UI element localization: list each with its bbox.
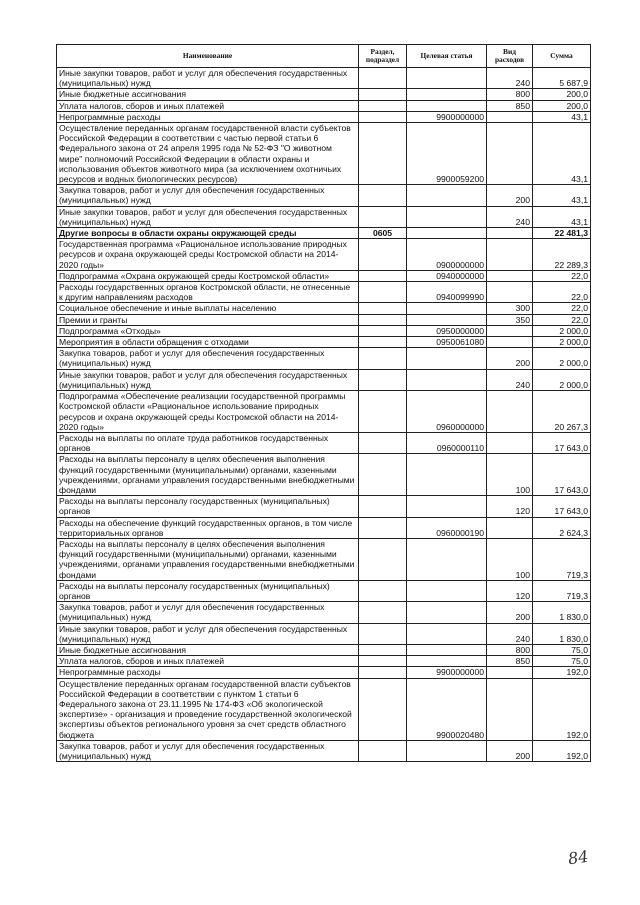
table-row <box>57 325 591 336</box>
cell-section <box>359 270 407 281</box>
cell-name: Расходы на выплаты персоналу в целях обеспечения выполнения функций государственными (муниципальными) органами, казенными учреждениями, органами управления государственными внебюджетными фондами <box>57 538 359 580</box>
cell-type: 120 <box>487 496 533 517</box>
cell-section <box>359 667 407 678</box>
cell-article <box>407 740 487 761</box>
cell-section <box>359 602 407 623</box>
cell-sum: 2 000,0 <box>533 348 591 369</box>
cell-type <box>487 239 533 271</box>
cell-name: Другие вопросы в области охраны окружающей среды <box>57 228 359 239</box>
table-row <box>57 314 591 325</box>
table-row <box>57 496 591 517</box>
cell-section <box>359 89 407 100</box>
cell-name: Осуществление переданных органам государственной власти субъектов Российской Федерации в соответствии с пунктом 1 статьи 6 Федерального закона от 23.11.1995 № 174-ФЗ «Об экологической экспертизе» - организация и проведение государственной экологической экспертизы объектов регионального уровня за счет средств областного бюджета <box>57 678 359 740</box>
cell-section <box>359 314 407 325</box>
cell-sum: 200,0 <box>533 89 591 100</box>
table-row <box>57 369 591 390</box>
cell-name: Расходы на выплаты персоналу государственных (муниципальных) органов <box>57 580 359 601</box>
cell-type: 850 <box>487 100 533 111</box>
table-row <box>57 303 591 314</box>
cell-name: Закупка товаров, работ и услуг для обеспечения государственных (муниципальных) нужд <box>57 348 359 369</box>
cell-article: 0960000000 <box>407 391 487 433</box>
cell-section <box>359 678 407 740</box>
cell-type <box>487 325 533 336</box>
cell-name: Закупка товаров, работ и услуг для обеспечения государственных (муниципальных) нужд <box>57 602 359 623</box>
cell-article: 9900000000 <box>407 667 487 678</box>
cell-name: Социальное обеспечение и иные выплаты населению <box>57 303 359 314</box>
cell-type <box>487 228 533 239</box>
cell-name: Иные бюджетные ассигнования <box>57 644 359 655</box>
cell-type: 800 <box>487 89 533 100</box>
cell-type <box>487 282 533 303</box>
cell-section <box>359 206 407 227</box>
cell-section <box>359 123 407 185</box>
cell-article: 0940000000 <box>407 270 487 281</box>
cell-article <box>407 68 487 89</box>
cell-type: 350 <box>487 314 533 325</box>
cell-type <box>487 337 533 348</box>
cell-sum: 75,0 <box>533 644 591 655</box>
cell-article <box>407 206 487 227</box>
table-row <box>57 228 591 239</box>
cell-name: Расходы на обеспечение функций государственных органов, в том числе территориальных органов <box>57 517 359 538</box>
cell-section <box>359 111 407 122</box>
cell-sum: 20 267,3 <box>533 391 591 433</box>
cell-section <box>359 580 407 601</box>
cell-name: Закупка товаров, работ и услуг для обеспечения государственных (муниципальных) нужд <box>57 740 359 761</box>
cell-name: Иные закупки товаров, работ и услуг для обеспечения государственных (муниципальных) нужд <box>57 206 359 227</box>
table-row <box>57 270 591 281</box>
header-type: Вид расходов <box>487 45 533 68</box>
cell-sum: 192,0 <box>533 678 591 740</box>
cell-sum: 2 000,0 <box>533 337 591 348</box>
cell-section <box>359 391 407 433</box>
table-row <box>57 432 591 453</box>
cell-name: Подпрограмма «Отходы» <box>57 325 359 336</box>
cell-type <box>487 111 533 122</box>
cell-article <box>407 303 487 314</box>
cell-sum: 22 481,3 <box>533 228 591 239</box>
cell-sum: 1 830,0 <box>533 623 591 644</box>
cell-name: Закупка товаров, работ и услуг для обеспечения государственных (муниципальных) нужд <box>57 185 359 206</box>
cell-name: Подпрограмма «Охрана окружающей среды Костромской области» <box>57 270 359 281</box>
cell-section <box>359 282 407 303</box>
cell-name: Иные закупки товаров, работ и услуг для обеспечения государственных (муниципальных) нужд <box>57 623 359 644</box>
table-row <box>57 740 591 761</box>
cell-article <box>407 496 487 517</box>
cell-type <box>487 123 533 185</box>
table-header-row <box>57 45 591 68</box>
header-article: Целевая статья <box>407 45 487 68</box>
cell-article <box>407 623 487 644</box>
cell-sum: 75,0 <box>533 656 591 667</box>
cell-section <box>359 656 407 667</box>
table-row <box>57 337 591 348</box>
cell-name: Непрограммные расходы <box>57 111 359 122</box>
cell-type: 240 <box>487 623 533 644</box>
cell-name: Иные закупки товаров, работ и услуг для обеспечения государственных (муниципальных) нужд <box>57 68 359 89</box>
cell-article <box>407 185 487 206</box>
cell-type: 100 <box>487 538 533 580</box>
cell-type: 200 <box>487 602 533 623</box>
cell-section <box>359 496 407 517</box>
cell-article: 0950061080 <box>407 337 487 348</box>
cell-article: 0940099990 <box>407 282 487 303</box>
cell-type <box>487 391 533 433</box>
cell-type: 240 <box>487 68 533 89</box>
table-row <box>57 580 591 601</box>
budget-page <box>56 44 590 762</box>
table-row <box>57 602 591 623</box>
cell-sum: 43,1 <box>533 185 591 206</box>
cell-name: Государственная программа «Рациональное использование природных ресурсов и охрана окружающей среды Костромской области на 2014-2020 годы» <box>57 239 359 271</box>
cell-type: 850 <box>487 656 533 667</box>
cell-type <box>487 517 533 538</box>
cell-sum: 22,0 <box>533 303 591 314</box>
cell-sum: 17 643,0 <box>533 454 591 496</box>
table-row <box>57 185 591 206</box>
cell-article: 9900059200 <box>407 123 487 185</box>
table-row <box>57 68 591 89</box>
cell-sum: 200,0 <box>533 100 591 111</box>
cell-name: Осуществление переданных органам государственной власти субъектов Российской Федерации в соответствии с частью первой статьи 6 Федерального закона от 24 апреля 1995 года № 52-ФЗ "О животном мире" полномочий Российской Федерации в области охраны и использования объектов животного мира (за исключением охотничьих ресурсов и водных биологических ресурсов) <box>57 123 359 185</box>
cell-section <box>359 538 407 580</box>
cell-section <box>359 239 407 271</box>
cell-section <box>359 432 407 453</box>
table-row <box>57 517 591 538</box>
cell-section <box>359 517 407 538</box>
cell-article: 0900000000 <box>407 239 487 271</box>
table-row <box>57 89 591 100</box>
cell-name: Иные бюджетные ассигнования <box>57 89 359 100</box>
cell-article <box>407 228 487 239</box>
cell-name: Иные закупки товаров, работ и услуг для обеспечения государственных (муниципальных) нужд <box>57 369 359 390</box>
cell-name: Расходы на выплаты персоналу в целях обеспечения выполнения функций государственными (муниципальными) органами, казенными учреждениями, органами управления государственными внебюджетными фондами <box>57 454 359 496</box>
cell-type: 240 <box>487 369 533 390</box>
cell-sum: 22 289,3 <box>533 239 591 271</box>
cell-section <box>359 644 407 655</box>
table-row <box>57 123 591 185</box>
cell-sum: 2 000,0 <box>533 325 591 336</box>
cell-sum: 2 624,3 <box>533 517 591 538</box>
cell-type <box>487 678 533 740</box>
cell-sum: 43,1 <box>533 206 591 227</box>
table-row <box>57 348 591 369</box>
cell-article <box>407 89 487 100</box>
cell-name: Премии и гранты <box>57 314 359 325</box>
cell-sum: 1 830,0 <box>533 602 591 623</box>
cell-section <box>359 303 407 314</box>
cell-name: Расходы государственных органов Костромской области, не отнесенные к другим направлениям расходов <box>57 282 359 303</box>
table-row <box>57 282 591 303</box>
budget-table <box>56 44 591 762</box>
header-name: Наименование <box>57 45 359 68</box>
table-body <box>57 68 591 762</box>
cell-article <box>407 454 487 496</box>
cell-name: Уплата налогов, сборов и иных платежей <box>57 656 359 667</box>
cell-type: 100 <box>487 454 533 496</box>
cell-article <box>407 644 487 655</box>
cell-section <box>359 100 407 111</box>
cell-type: 240 <box>487 206 533 227</box>
table-row <box>57 644 591 655</box>
cell-section: 0605 <box>359 228 407 239</box>
cell-article <box>407 602 487 623</box>
header-sum: Сумма <box>533 45 591 68</box>
cell-section <box>359 337 407 348</box>
cell-type: 200 <box>487 348 533 369</box>
cell-section <box>359 348 407 369</box>
cell-name: Непрограммные расходы <box>57 667 359 678</box>
cell-article <box>407 348 487 369</box>
cell-article <box>407 314 487 325</box>
table-row <box>57 656 591 667</box>
cell-type: 120 <box>487 580 533 601</box>
table-row <box>57 667 591 678</box>
cell-sum: 17 643,0 <box>533 432 591 453</box>
cell-sum: 22,0 <box>533 270 591 281</box>
table-row <box>57 623 591 644</box>
cell-section <box>359 68 407 89</box>
cell-name: Расходы на выплаты персоналу государственных (муниципальных) органов <box>57 496 359 517</box>
cell-section <box>359 325 407 336</box>
cell-name: Мероприятия в области обращения с отходами <box>57 337 359 348</box>
cell-sum: 719,3 <box>533 580 591 601</box>
table-row <box>57 239 591 271</box>
cell-article: 0960000110 <box>407 432 487 453</box>
cell-name: Расходы на выплаты по оплате труда работников государственных органов <box>57 432 359 453</box>
table-row <box>57 100 591 111</box>
cell-sum: 192,0 <box>533 667 591 678</box>
cell-sum: 2 000,0 <box>533 369 591 390</box>
table-row <box>57 454 591 496</box>
header-section: Раздел, подраздел <box>359 45 407 68</box>
cell-article <box>407 656 487 667</box>
cell-name: Подпрограмма «Обеспечение реализации государственной программы Костромской области «Рациональное использование природных ресурсов и охрана окружающей среды Костромской области на 2014-2020 годы» <box>57 391 359 433</box>
cell-section <box>359 740 407 761</box>
cell-sum: 22,0 <box>533 282 591 303</box>
table-row <box>57 206 591 227</box>
cell-name: Уплата налогов, сборов и иных платежей <box>57 100 359 111</box>
page-number-handwritten: 84 <box>566 846 590 869</box>
cell-article: 0950000000 <box>407 325 487 336</box>
cell-type: 300 <box>487 303 533 314</box>
cell-section <box>359 185 407 206</box>
cell-type: 200 <box>487 185 533 206</box>
cell-sum: 17 643,0 <box>533 496 591 517</box>
cell-type <box>487 432 533 453</box>
cell-type: 800 <box>487 644 533 655</box>
cell-sum: 5 687,9 <box>533 68 591 89</box>
cell-article <box>407 538 487 580</box>
cell-type <box>487 667 533 678</box>
cell-article: 9900000000 <box>407 111 487 122</box>
cell-section <box>359 623 407 644</box>
cell-sum: 43,1 <box>533 123 591 185</box>
cell-sum: 22,0 <box>533 314 591 325</box>
cell-article: 9900020480 <box>407 678 487 740</box>
cell-sum: 192,0 <box>533 740 591 761</box>
cell-article <box>407 580 487 601</box>
cell-type <box>487 270 533 281</box>
cell-article: 0960000190 <box>407 517 487 538</box>
cell-type: 200 <box>487 740 533 761</box>
cell-section <box>359 369 407 390</box>
table-row <box>57 678 591 740</box>
table-row <box>57 538 591 580</box>
table-row <box>57 111 591 122</box>
cell-section <box>359 454 407 496</box>
table-row <box>57 391 591 433</box>
cell-article <box>407 369 487 390</box>
cell-article <box>407 100 487 111</box>
cell-sum: 43,1 <box>533 111 591 122</box>
cell-sum: 719,3 <box>533 538 591 580</box>
